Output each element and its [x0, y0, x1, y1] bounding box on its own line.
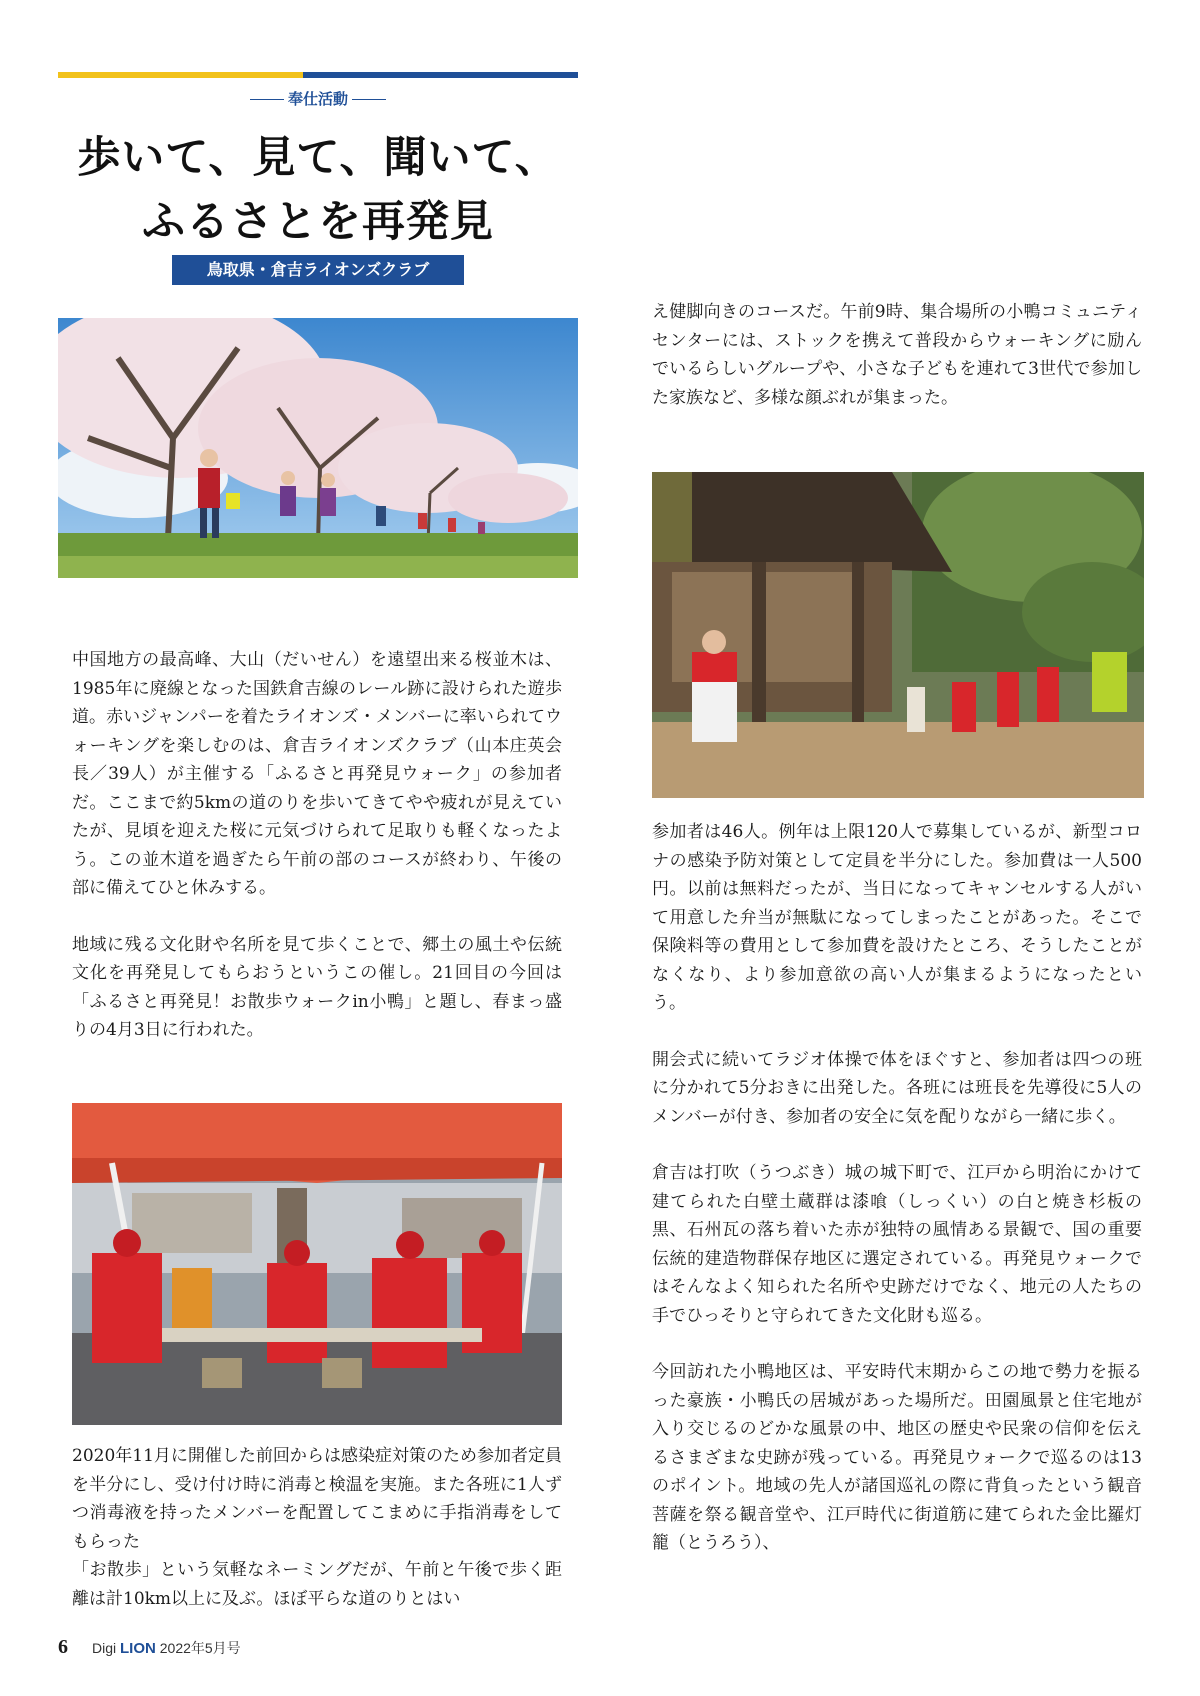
paragraph-kurayoshi: 倉吉は打吹（うつぶき）城の城下町で、江戸から明治にかけて建てられた白壁土蔵群は漆喰（しっくい）の白と焼き杉板の黒、石州瓦の落ち着いた赤が独特の風情ある景観で、国の重要伝統的建造物群保存地区に選定されている。再発見ウォークではそんなよく知られた名所や史跡だけでなく、地元の人たちの手でひっそりと守られてきた文化財も巡る。 — [652, 1163, 1142, 1326]
paragraph-participants: 参加者は46人。例年は上限120人で募集しているが、新型コロナの感染予防対策として定員を半分にした。参加費は一人500円。以前は無料だったが、当日になってキャンセルする人がいて用意した弁当が無駄になってしまったことがあった。そこで保険料等の費用として参加費を設けたところ、そうしたことがなくなり、より参加意欲の高い人が集まるようになったという。 — [652, 822, 1142, 1013]
title-line-2: ふるさとを再発見 — [142, 197, 494, 247]
page-number: 6 — [58, 1636, 68, 1658]
temple-hall-photo — [652, 472, 1144, 798]
magazine-brand — [92, 1638, 241, 1658]
top-accent-bar — [58, 72, 578, 78]
brand-name: LION — [120, 1640, 156, 1657]
right-body-main — [652, 818, 1142, 1558]
page-footer — [58, 1636, 241, 1659]
title-line-1: 歩いて、見て、聞いて、 — [77, 133, 559, 183]
category-label — [58, 88, 578, 109]
accent-bar-blue — [303, 72, 578, 78]
article-title — [58, 126, 578, 254]
category-rule-right — [352, 99, 386, 100]
left-body-upper — [72, 646, 562, 1045]
reception-tent-photo — [72, 1103, 562, 1425]
category-text: 奉仕活動 — [287, 90, 348, 108]
accent-bar-yellow — [58, 72, 303, 78]
brand-prefix: Digi — [92, 1640, 117, 1656]
paragraph-event: 地域に残る文化財や名所を見て歩くことで、郷土の風土や伝統文化を再発見してもらおうというこの催し。21回目の今回は「ふるさと再発見！お散歩ウォークin小鴨」と題し、春まっ盛りの4月3日に行われた。 — [72, 934, 562, 1040]
paragraph-distance: 「お散歩」という気軽なネーミングだが、午前と午後で歩く距離は計10km以上に及ぶ。ほぼ平らな道のりとはい — [72, 1560, 562, 1609]
club-label: 鳥取県・倉吉ライオンズクラブ — [172, 255, 464, 285]
paragraph-ogamo: 今回訪れた小鴨地区は、平安時代末期からこの地で勢力を振るった豪族・小鴨氏の居城があった場所だ。田園風景と住宅地が入り交じるのどかな風景の中、地区の歴史や民衆の信仰を伝えるさまざまな史跡が残っている。再発見ウォークで巡るのは13のポイント。地域の先人が諸国巡礼の際に背負ったという観音菩薩を祭る観音堂や、江戸時代に街道筋に建てられた金比羅灯籠（とうろう）、 — [652, 1362, 1142, 1553]
paragraph-course: え健脚向きのコースだ。午前9時、集合場所の小鴨コミュニティセンターには、ストックを携えて普段からウォーキングに励んでいるらしいグループや、小さな子どもを連れて3世代で参加した家族など、多様な顔ぶれが集まった。 — [652, 302, 1142, 408]
paragraph-infection-control: 2020年11月に開催した前回からは感染症対策のため参加者定員を半分にし、受け付け時に消毒と検温を実施。また各班に1人ずつ消毒液を持ったメンバーを配置してこまめに手指消毒をしてもらった — [72, 1446, 562, 1552]
issue-label: 2022年5月号 — [159, 1640, 241, 1656]
paragraph-opening: 開会式に続いてラジオ体操で体をほぐすと、参加者は四つの班に分かれて5分おきに出発した。各班には班長を先導役に5人のメンバーが付き、参加者の安全に気を配りながら一緒に歩く。 — [652, 1049, 1142, 1127]
paragraph-intro: 中国地方の最高峰、大山（だいせん）を遠望出来る桜並木は、1985年に廃線となった国鉄倉吉線のレール跡に設けられた遊歩道。赤いジャンパーを着たライオンズ・メンバーに率いられてウォーキングを楽しむのは、倉吉ライオンズクラブ（山本庄英会長／39人）が主催する「ふるさと再発見ウォーク」の参加者だ。ここまで約5kmの道のりを歩いてきてやや疲れが見えていたが、見頃を迎えた桜に元気づけられて足取りも軽くなったよう。この並木道を過ぎたら午前の部のコースが終わり、午後の部に備えてひと休みする。 — [72, 650, 562, 898]
cherry-blossom-walk-photo — [58, 318, 578, 578]
category-rule-left — [250, 99, 284, 100]
left-body-lower — [72, 1442, 562, 1613]
right-body-top — [652, 298, 1142, 412]
